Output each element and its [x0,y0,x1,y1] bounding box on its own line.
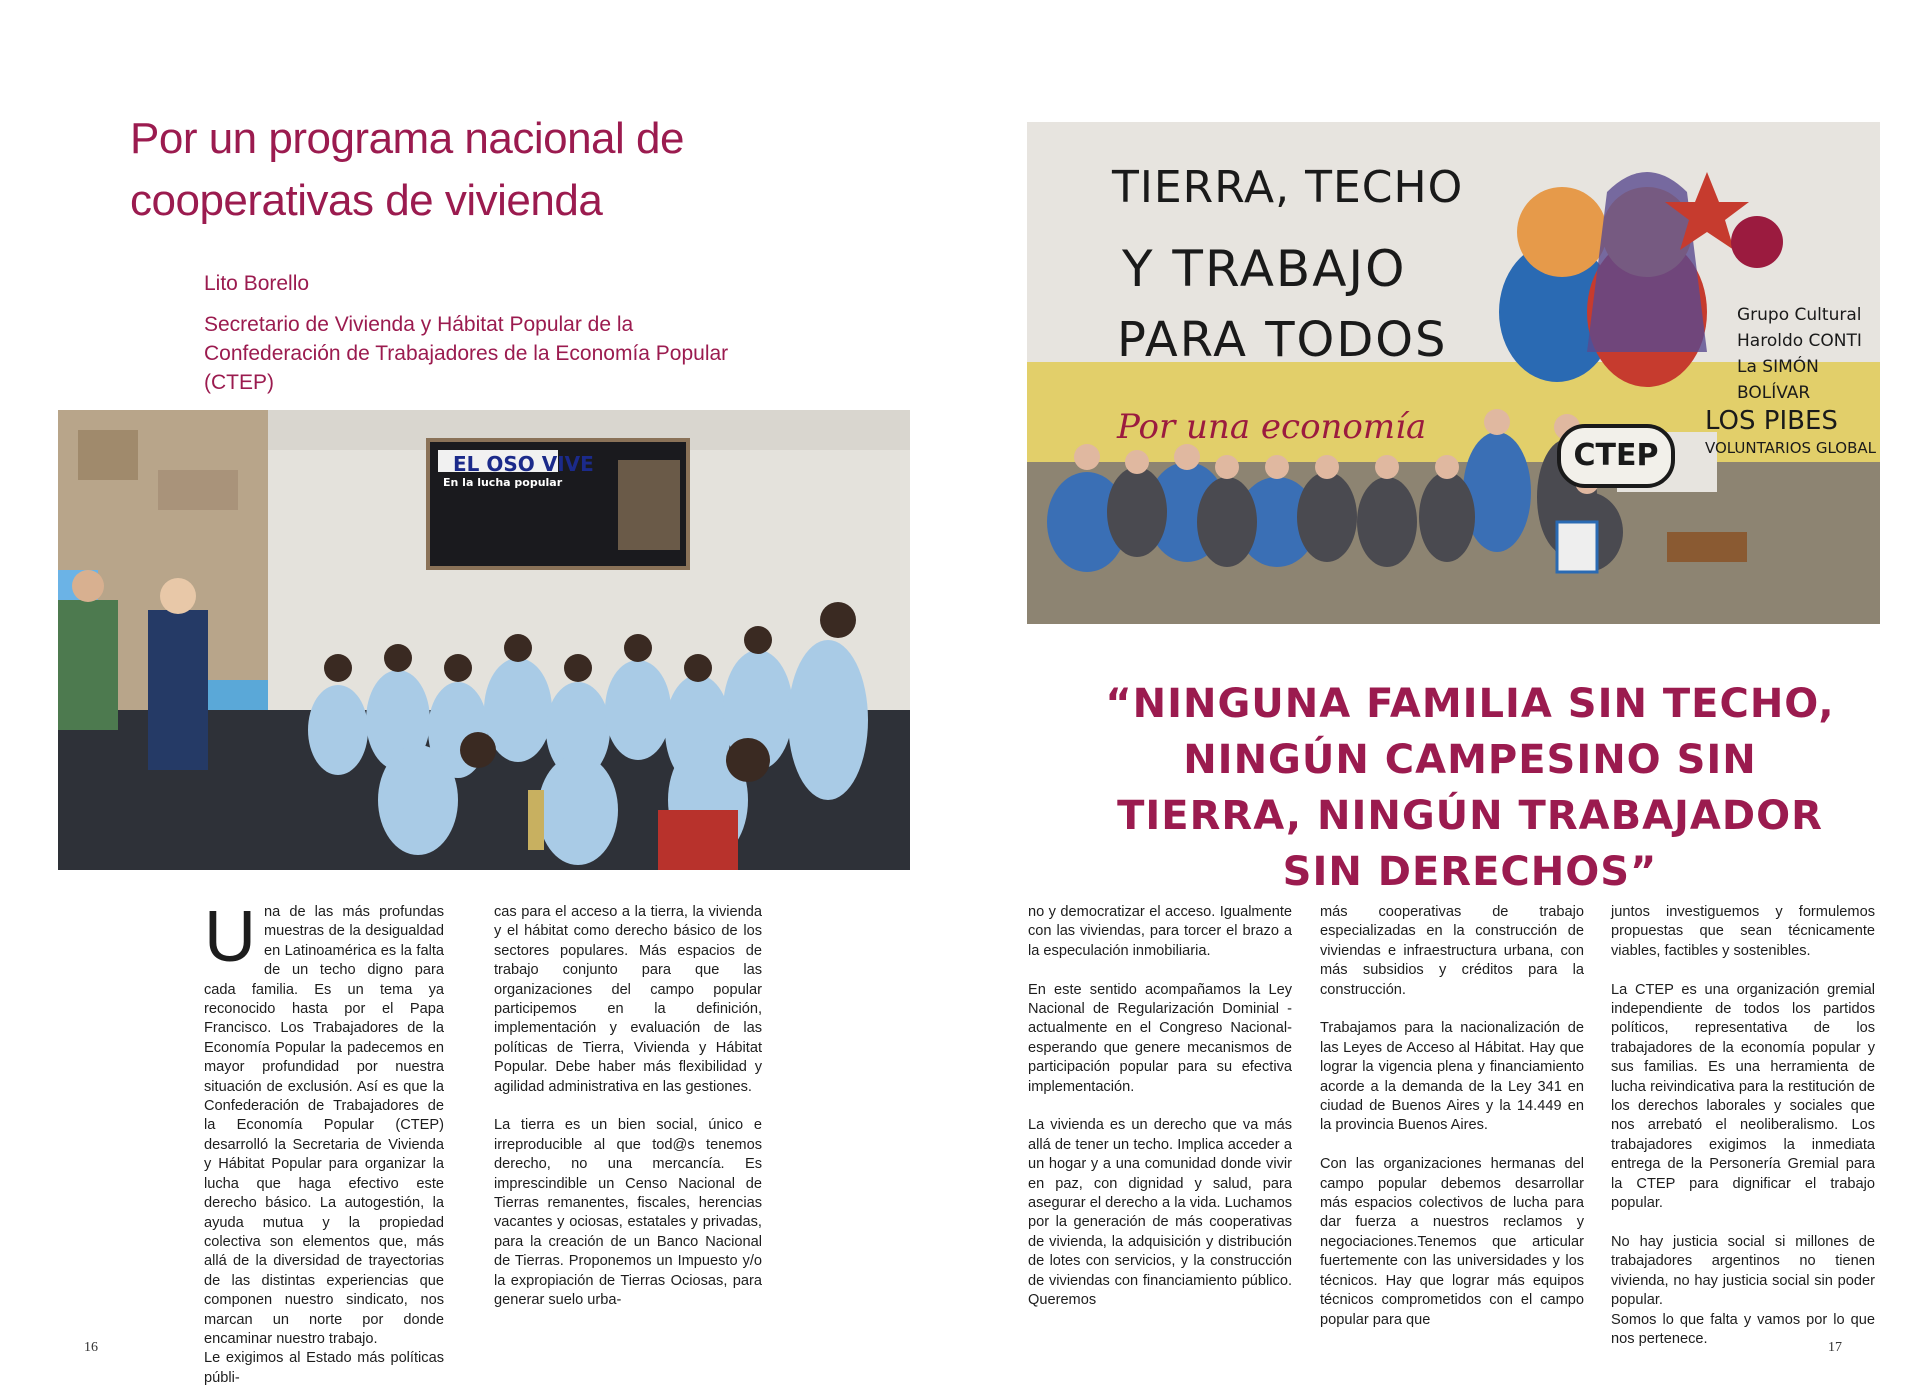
mural-line-1: TIERRA, TECHO [1112,162,1464,213]
photo1-banner-line1: EL OSO VIVE [453,452,594,476]
col1-paragraph-1 [204,897,444,1349]
mural-pibes-line-2: VOLUNTARIOS GLOBAL [1705,439,1876,457]
mural-group-line-1: Grupo Cultural [1737,305,1862,325]
mural-group-line-3: La SIMÓN BOLÍVAR [1737,357,1819,403]
author-name: Lito Borello [204,272,310,295]
mural-group-line-2: Haroldo CONTI [1737,331,1862,351]
col1-paragraph-1-text: na de las más profundas muestras de la desigualdad en Latinoamérica es la falta de un techo digno para cada familia. Es un tema ya reconocido hasta por el Papa Francisco. Los Trabajadores de la Economía Popular la padecemos en mayor profundidad por nuestra situación de exclusión. Así es que la Confederación de Trabajadores de la Economía Popular (CTEP) desarrolló la Secretaria de Vivienda y Hábitat Popular para organizar la lucha que haga efectivo este derecho básico. La autogestión, la ayuda mutua y la propiedad colectiva son elementos que, más allá de la diversidad de trayectorias de las distintas experiencias que componen nuestro sindicato, nos marcan un norte por donde encaminar nuestro trabajo. [204,904,444,1347]
col3-paragraph-3: La vivienda es un derecho que va más allá de tener un techo. Implica acceder a un hogar y a una comunidad donde vivir en paz, con dignidad y salud, para asegurar el derecho a la vida. Luchamos por la generación de más cooperativas de vivienda, la adquisición y distribución de lotes con servicios, y la construcción de viviendas con financiamiento público. Queremos [1028,1117,1292,1309]
right-page [960,0,1920,1358]
text-column-2 [494,903,762,1311]
col4-paragraph-1: más cooperativas de trabajo especializadas en la construcción de viviendas e infraestructura urbana, con más subsidios y créditos para la construcción. [1320,904,1584,998]
photo-crowd-event [58,410,910,870]
article-title: Por un programa nacional de cooperativas de vivienda [130,114,684,225]
drop-cap: U [204,897,256,977]
left-page [0,0,960,1386]
mural-line-2: Y TRABAJO [1122,240,1407,298]
col3-paragraph-1: no y democratizar el acceso. Igualmente con las viviendas, para torcer el brazo a la especulación inmobiliaria. [1028,904,1292,959]
text-column-4 [1320,903,1584,1330]
text-column-5 [1611,903,1875,1349]
page-number-right: 17 [1828,1340,1842,1355]
mural-pibes-line-1: LOS PIBES [1705,406,1838,436]
col5-paragraph-3: No hay justicia social si millones de trabajadores argentinos no tienen vivienda, no hay justicia social sin poder popular. [1611,1233,1875,1309]
photo1-banner-line2: En la lucha popular [443,476,563,489]
col4-paragraph-3: Con las organizaciones hermanas del campo popular debemos desarrollar más espacios colectivos de lucha para dar fuerza a nuestros reclamos y negociaciones.Tenemos que articular fuertemente con las universidades y los técnicos. Hay que lograr más equipos técnicos comprometidos con el campo popular para que [1320,1156,1584,1328]
photo-mural [1027,122,1880,624]
col4-paragraph-2: Trabajamos para la nacionalización de las Leyes de Acceso al Hábitat. Hay que lograr la vigencia plena y financiamiento acorde a la demanda de la Ley 341 en ciudad de Buenos Aires y la 14.449 en la provincia Buenos Aires. [1320,1020,1584,1134]
mural-group [1737,302,1880,406]
col2-paragraph-1: cas para el acceso a la tierra, la vivienda y el hábitat como derecho básico de los sectores populares. Más espacios de trabajo conjunto para que las organizaciones del campo popular participemos en la definición, implementación y evaluación de las políticas de Tierra, Vivienda y Hábitat Popular. Debe haber más flexibilidad y agilidad administrativa en las gestiones. [494,904,762,1095]
col1-paragraph-2: Le exigimos al Estado más políticas públi- [204,1350,444,1386]
col5-paragraph-4: Somos lo que falta y vamos por lo que nos pertenece. [1611,1311,1875,1347]
mural-line-3: PARA TODOS [1117,312,1448,368]
mural-ctep-logo: CTEP [1557,424,1675,488]
col3-paragraph-2: En este sentido acompañamos la Ley Nacional de Regularización Dominial -actualmente en el Congreso Nacional- esperando que genere mecanismos de participación popular para su efectiva implementación. [1028,981,1292,1095]
col2-paragraph-2: La tierra es un bien social, único e irreproducible al que tod@s tenemos derecho, no una mercancía. Es imprescindible un Censo Nacional de Tierras remanentes, fiscales, herencias vacantes y ociosas, estatales y privadas, para la creación de un Banco Nacional de Tierras. Proponemos un Impuesto y/o la expropiación de Tierras Ociosas, para generar suelo urba- [494,1117,762,1309]
col5-paragraph-2: La CTEP es una organización gremial independiente de todos los partidos políticos, representativa de los trabajadores de la economía popular y sus familias. Es una herramienta de lucha reivindicativa para la restitución de los derechos laborales y sociales que nos arrebató el neoliberalismo. Los trabajadores exigimos la inmediata entrega de la Personería Gremial para la CTEP para dignificar el trabajo popular. [1611,981,1875,1212]
author-role: Secretario de Vivienda y Hábitat Popular de la Confederación de Trabajadores de la Economía Popular (CTEP) [204,313,729,394]
text-column-1 [204,897,444,1388]
mural-line-4: Por una economía [1117,407,1427,447]
text-column-3 [1028,903,1292,1311]
col5-paragraph-1: juntos investiguemos y formulemos propuestas que sean técnicamente viables, factibles y sostenibles. [1611,904,1875,959]
mural-pibes [1705,404,1876,458]
page-number-left: 16 [84,1340,98,1355]
pull-quote: “NINGUNA FAMILIA SIN TECHO, NINGÚN CAMPESINO SIN TIERRA, NINGÚN TRABAJADOR SIN DERECHOS” [1105,681,1835,895]
